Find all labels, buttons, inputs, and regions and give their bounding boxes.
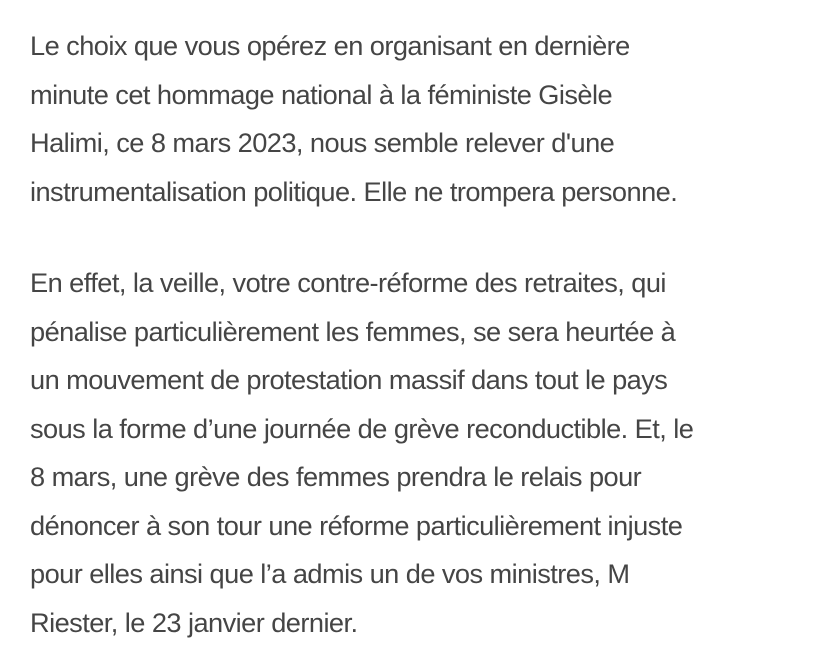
text-line: instrumentalisation politique. Elle ne trompera personne.: [30, 175, 678, 207]
text-line: un mouvement de protestation massif dans tout le pays: [30, 364, 668, 395]
text-line: En effet, la veille, votre contre-réforme des retraites, qui: [30, 267, 666, 298]
text-line: dénoncer à son tour une réforme particulièrement injuste: [30, 509, 683, 541]
text-line: minute cet hommage national à la féministe Gisèle: [30, 78, 613, 110]
article-body: [30, 22, 820, 647]
paragraph-2: [30, 259, 820, 647]
text-line: Halimi, ce 8 mars 2023, nous semble relever d'une: [30, 127, 615, 158]
text-line: pénalise particulièrement les femmes, se sera heurtée à: [30, 315, 676, 347]
paragraph-1: [30, 22, 820, 216]
text-line: 8 mars, une grève des femmes prendra le relais pour: [30, 461, 642, 492]
text-line: Le choix que vous opérez en organisant en dernière: [30, 30, 630, 61]
text-line: sous la forme d’une journée de grève reconductible. Et, le: [30, 412, 694, 444]
text-line: Riester, le 23 janvier dernier.: [30, 606, 358, 638]
text-line: pour elles ainsi que l’a admis un de vos ministres, M: [30, 558, 630, 589]
